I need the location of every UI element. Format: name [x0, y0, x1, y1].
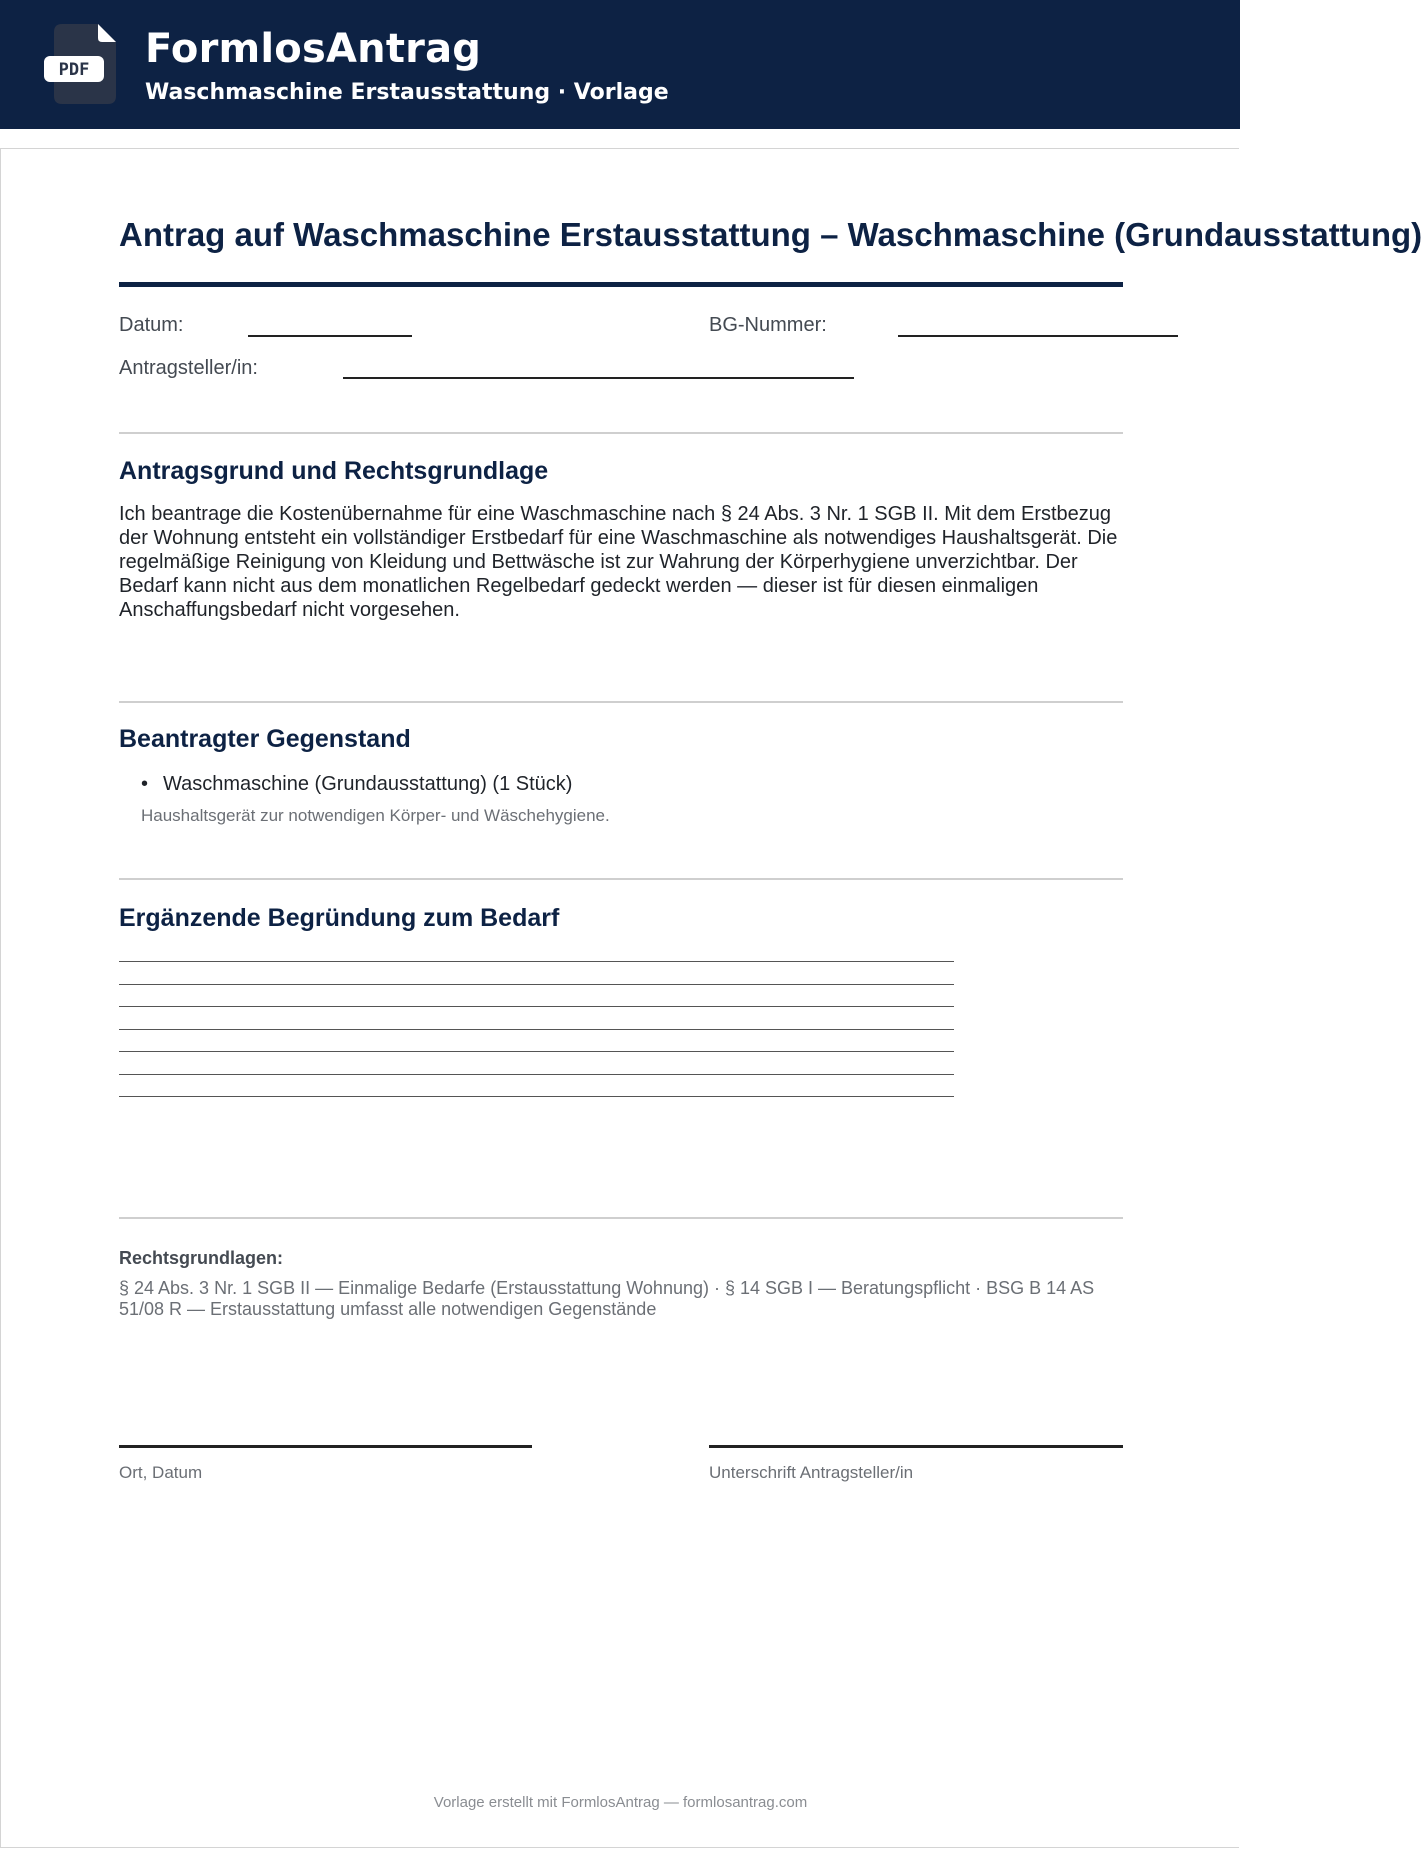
writing-line [119, 1096, 954, 1097]
writing-line [119, 1006, 954, 1007]
document-page [0, 148, 1422, 1848]
section-divider [119, 1217, 1123, 1219]
legal-text: § 24 Abs. 3 Nr. 1 SGB II — Einmalige Bedarfe (Erstausstattung Wohnung) · § 14 SGB I — Beratungspflicht · BSG B 14 AS 51/08 R — Erstausstattung umfasst alle notwendigen Gegenstände [119, 1278, 1095, 1319]
ort-datum-label: Ort, Datum [119, 1463, 203, 1482]
brand-subtitle: Waschmaschine Erstausstattung · Vorlage [145, 80, 669, 105]
item-note: Haushaltsgerät zur notwendigen Körper- und Wäschehygiene. [141, 806, 610, 825]
signature-line-ort-datum [119, 1445, 532, 1448]
title-divider [119, 282, 1123, 287]
section-divider [119, 701, 1123, 703]
datum-label: Datum: [119, 314, 184, 336]
antragsteller-blank-line [343, 377, 854, 379]
section-divider [119, 432, 1123, 434]
section-heading-antragsgrund: Antragsgrund und Rechtsgrundlage [119, 457, 549, 485]
legal-heading: Rechtsgrundlagen: [119, 1248, 284, 1268]
document-title: Antrag auf Waschmaschine Erstausstattung – Waschmaschine (Grundausstattung) [119, 216, 1422, 253]
antragsgrund-text: Ich beantrage die Kostenübernahme für eine Waschmaschine nach § 24 Abs. 3 Nr. 1 SGB II. Mit dem Erstbezug der Wohnung entsteht ein vollständiger Erstbedarf für eine Waschmaschine als notwendiges Haushaltsgerät. Die regelmäßige Reinigung von Kleidung und Bettwäsche ist zur Wahrung der Körperhygiene unverzichtbar. Der Bedarf kann nicht aus dem monatlichen Regelbedarf gedeckt werden — dieser ist für diesen einmaligen Anschaffungsbedarf nicht vorgesehen. [119, 503, 1118, 621]
list-item [141, 773, 572, 796]
bg-nummer-blank-line [898, 335, 1178, 337]
section-heading-begruendung: Ergänzende Begründung zum Bedarf [119, 904, 560, 932]
section-divider [119, 878, 1123, 880]
writing-line [119, 1074, 954, 1075]
bg-nummer-label: BG-Nummer: [709, 314, 827, 336]
writing-line [119, 1051, 954, 1052]
writing-line [119, 1029, 954, 1030]
antragsteller-label: Antragsteller/in: [119, 357, 258, 379]
writing-line [119, 984, 954, 985]
section-heading-gegenstand: Beantragter Gegenstand [119, 725, 411, 753]
begruendung-writing-lines [119, 961, 954, 1119]
datum-blank-line [248, 335, 412, 337]
pdf-icon-label: PDF [58, 60, 90, 80]
writing-line [119, 961, 954, 962]
app-header [0, 0, 1240, 129]
footer-note: Vorlage erstellt mit FormlosAntrag — formlosantrag.com [433, 1794, 808, 1811]
bullet-marker: • [141, 773, 149, 795]
pdf-file-icon [54, 24, 116, 104]
unterschrift-label: Unterschrift Antragsteller/in [709, 1463, 914, 1482]
item-label: Waschmaschine (Grundausstattung) (1 Stück) [163, 773, 573, 795]
brand-title: FormlosAntrag [145, 26, 482, 72]
signature-line-unterschrift [709, 1445, 1123, 1448]
